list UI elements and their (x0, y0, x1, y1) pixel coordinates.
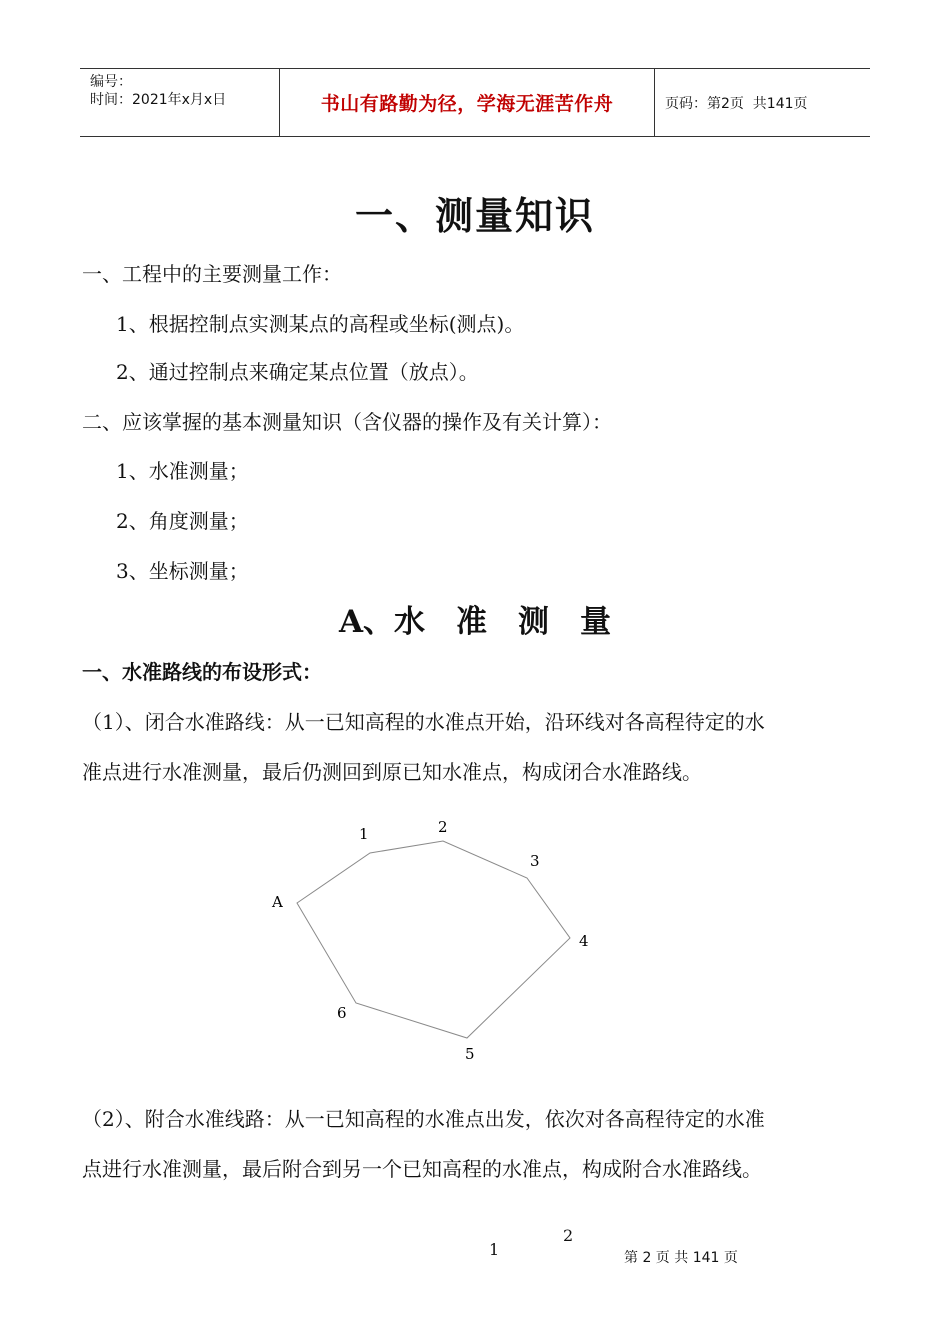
sub-title: A、水 准 测 量 (338, 604, 612, 640)
section2-heading: 二、应该掌握的基本测量知识（含仪器的操作及有关计算）： (82, 410, 612, 434)
point-label-a: A (272, 893, 283, 911)
point-label-4: 4 (579, 932, 589, 950)
closed-route-line-1: （1）、闭合水准路线：从一已知高程的水准点开始，沿环线对各高程待定的水 (82, 710, 765, 734)
section2-item-2: 2、角度测量； (116, 509, 249, 533)
section1-heading: 一、工程中的主要测量工作： (82, 262, 342, 286)
header-motto: 书山有路勤为径，学海无涯苦作舟 (320, 93, 614, 115)
point-label-5: 5 (465, 1045, 475, 1063)
footer-page-number-2: 2 (563, 1226, 574, 1245)
attached-route-line-2: 点进行水准测量，最后附合到另一个已知高程的水准点，构成附合水准路线。 (82, 1157, 762, 1181)
closed-route-line-2: 准点进行水准测量，最后仍测回到原已知水准点，构成闭合水准路线。 (82, 760, 702, 784)
point-label-1: 1 (359, 825, 369, 843)
time-label: 时间：2021年x月x日 (90, 92, 227, 108)
main-title: 一、测量知识 (354, 194, 595, 238)
footer-page-number-1: 1 (489, 1240, 500, 1259)
point-label-2: 2 (438, 818, 448, 836)
section1-item-2: 2、通过控制点来确定某点位置（放点）。 (116, 360, 479, 384)
footer-page-text: 第 2 页 共 141 页 (624, 1250, 738, 1266)
number-label: 编号： (90, 74, 132, 90)
section2-item-1: 1、水准测量； (116, 459, 249, 483)
point-label-6: 6 (337, 1004, 347, 1022)
section1-item-1: 1、根据控制点实测某点的高程或坐标(测点)。 (116, 312, 525, 336)
point-label-3: 3 (530, 852, 540, 870)
header-page-info: 页码：第2页 共141页 (665, 95, 808, 112)
routes-heading: 一、水准路线的布设形式： (82, 660, 322, 684)
section2-item-3: 3、坐标测量； (116, 559, 249, 583)
attached-route-line-1: （2）、附合水准线路：从一已知高程的水准点出发，依次对各高程待定的水准 (82, 1107, 765, 1131)
